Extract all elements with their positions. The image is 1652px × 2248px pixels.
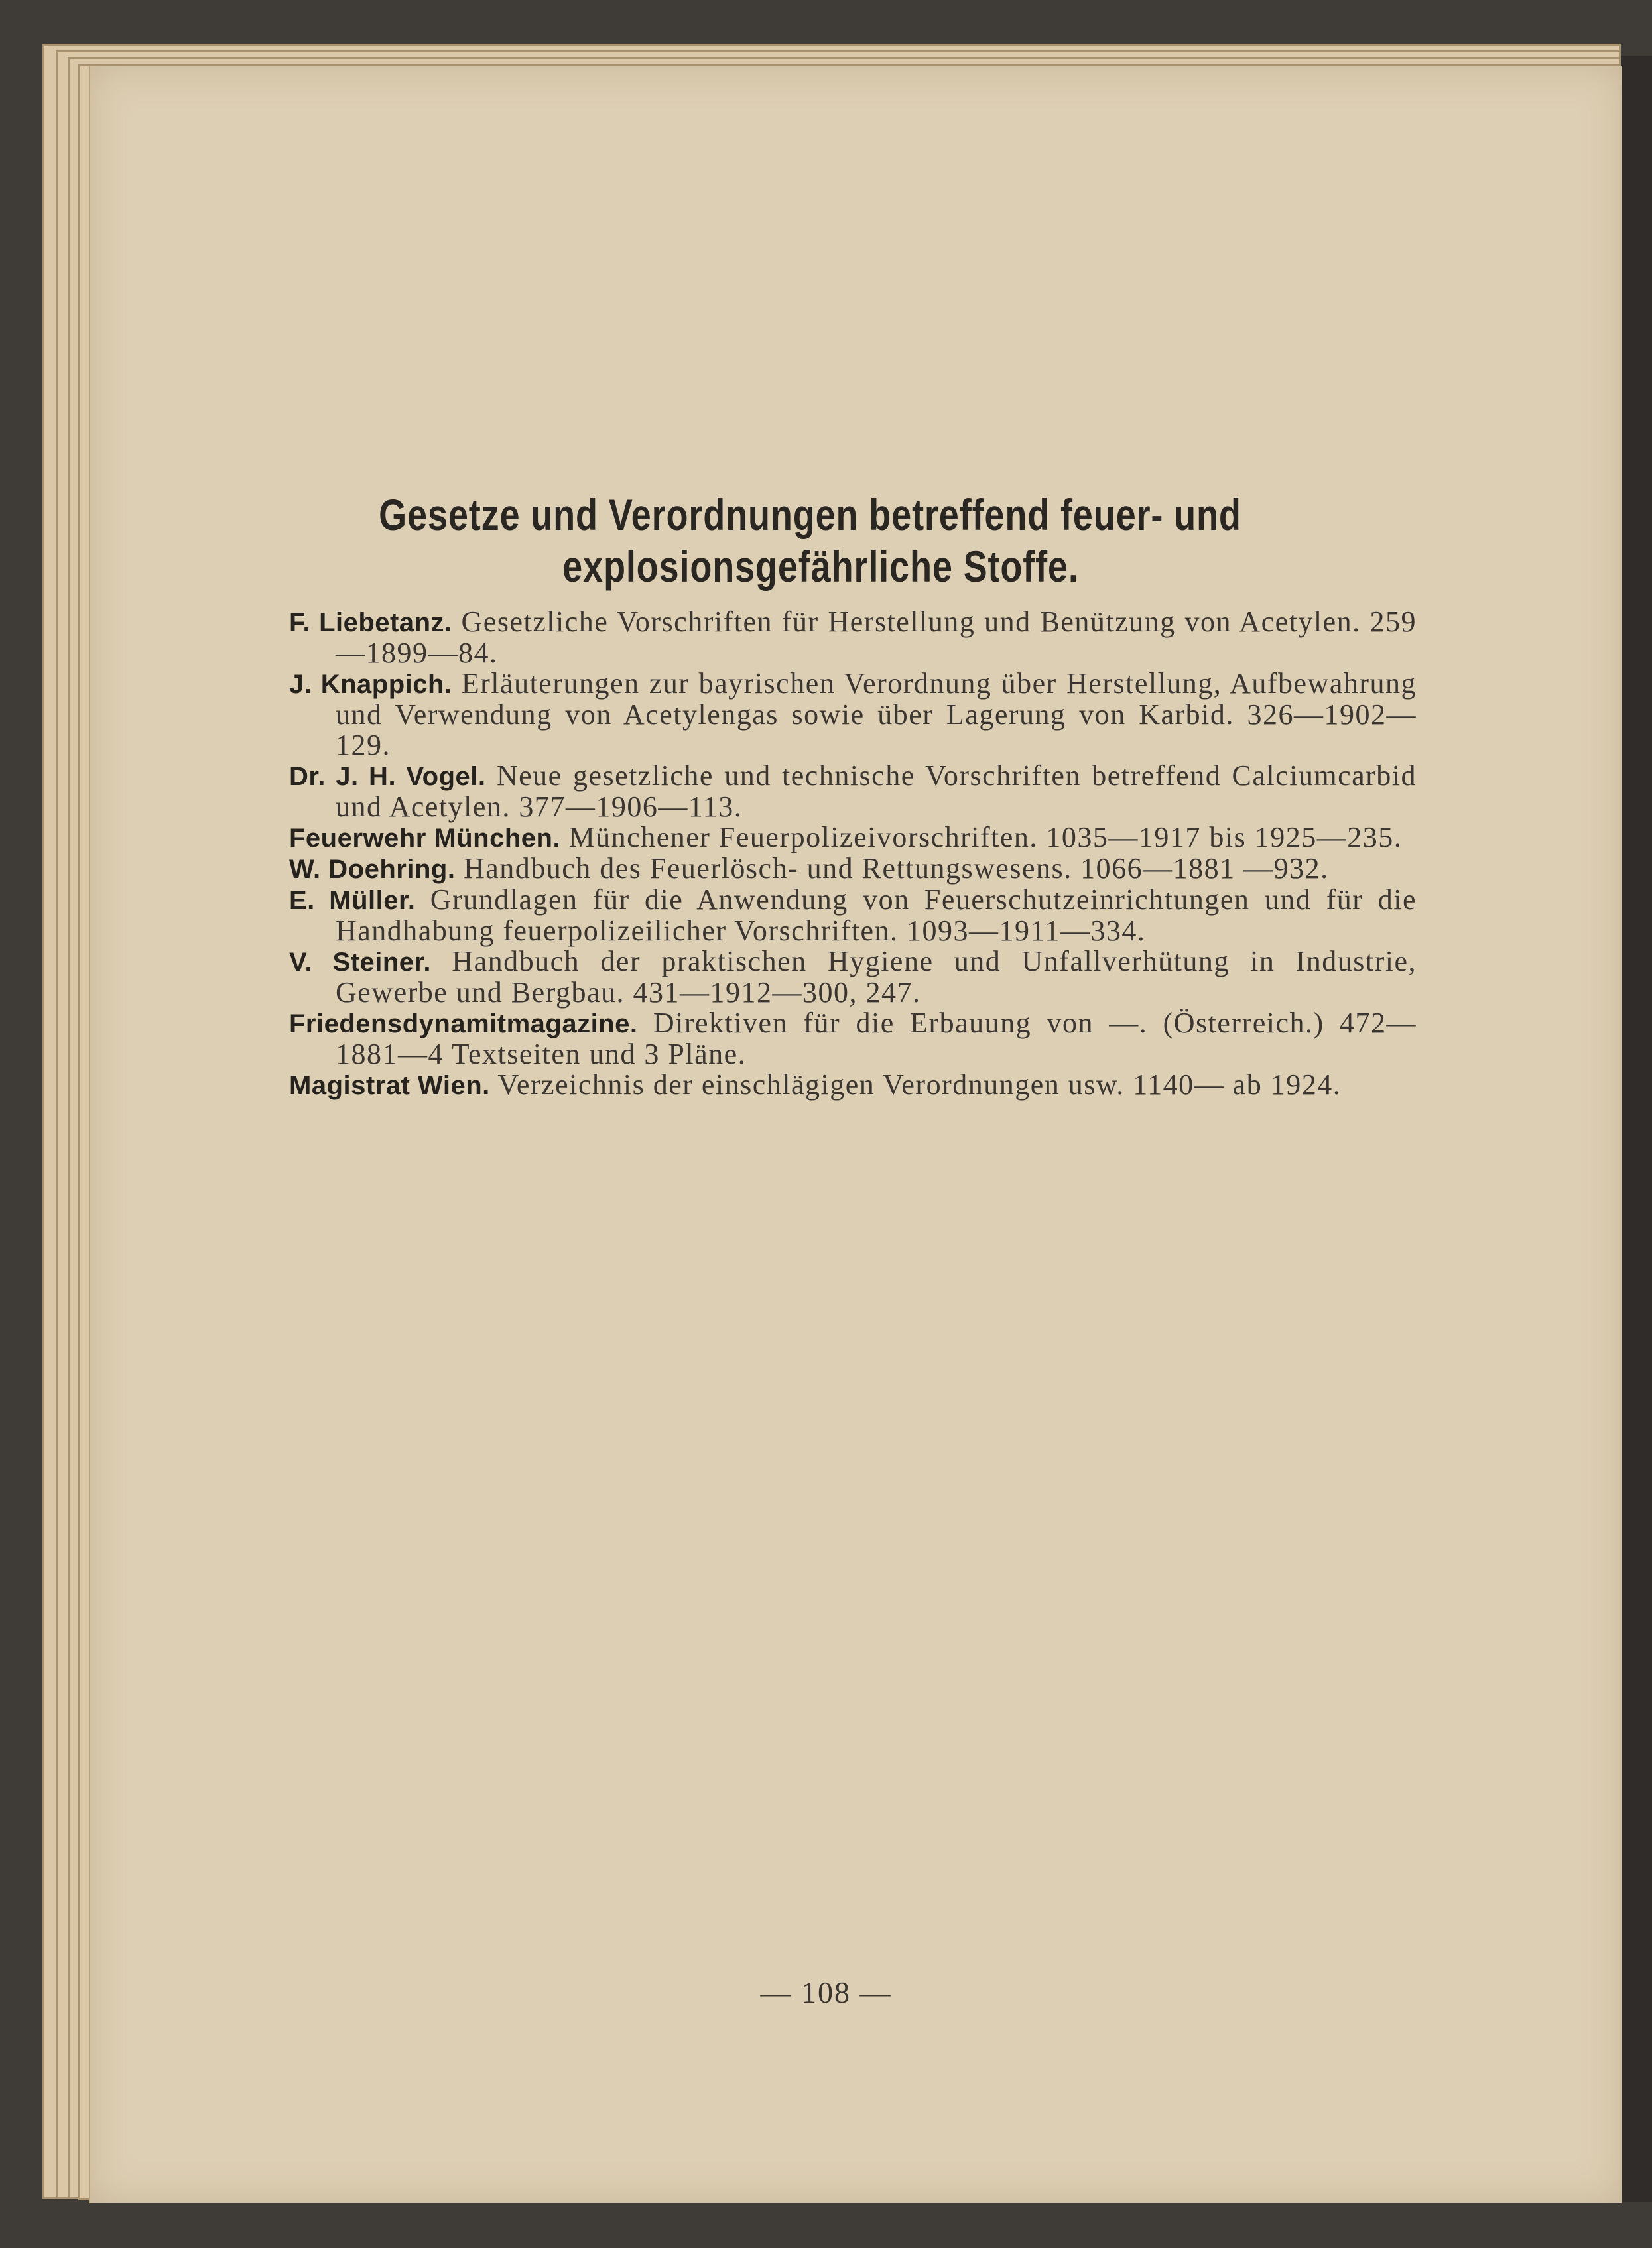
- entry-text: Verzeichnis der einschlägigen Verordnungen usw. 1140— ab 1924.: [497, 1068, 1342, 1101]
- entry-author: Magistrat Wien.: [289, 1071, 490, 1100]
- page-number: — 108 —: [760, 1975, 892, 2009]
- entry-author: Feuerwehr München.: [289, 824, 561, 853]
- entry-text: Direktiven für die Erbauung von —. (Österreich.) 472—1881—4 Textseiten und 3 Pläne.: [336, 1007, 1417, 1070]
- bibliography-entry: [289, 885, 1417, 946]
- bibliography-entry: [289, 607, 1417, 668]
- book-cover-edge: [1621, 56, 1652, 2202]
- entry-author: J. Knappich.: [289, 670, 452, 699]
- entry-text: Erläuterungen zur bayrischen Verordnung über Herstellung, Aufbewahrung und Verwendung von Acetylengas sowie über Lagerung von Karbid. 326—1902—129.: [336, 667, 1417, 761]
- entry-text: Grundlagen für die Anwendung von Feuerschutzeinrichtungen und für die Handhabung feuerpolizeilicher Vorschriften. 1093—1911—334.: [336, 883, 1417, 947]
- bibliography-entry: [289, 822, 1417, 853]
- entry-author: V. Steiner.: [289, 948, 432, 977]
- book-page: [89, 66, 1622, 2203]
- entry-author: F. Liebetanz.: [289, 608, 452, 637]
- entry-text: Handbuch des Feuerlösch- und Rettungswesens. 1066—1881 —932.: [463, 852, 1329, 885]
- entry-author: E. Müller.: [289, 886, 416, 915]
- entry-author: Dr. J. H. Vogel.: [289, 762, 486, 791]
- bibliography-entry: [289, 1008, 1417, 1070]
- bibliography-entry: [289, 761, 1417, 822]
- bibliography-entry: [289, 668, 1417, 761]
- bibliography-entry: [289, 1070, 1417, 1101]
- entry-text: Neue gesetzliche und technische Vorschriften betreffend Calciumcarbid und Acetylen. 377—1906—113.: [336, 759, 1417, 823]
- bibliography-list: [289, 607, 1417, 1101]
- entry-text: Gesetzliche Vorschriften für Herstellung und Benützung von Acetylen. 259—1899—84.: [336, 605, 1417, 669]
- section-heading-line-2: explosionsgefährliche Stoffe.: [562, 542, 1079, 591]
- entry-author: Friedensdynamitmagazine.: [289, 1009, 638, 1038]
- bibliography-entry: [289, 853, 1417, 885]
- entry-author: W. Doehring.: [289, 855, 456, 884]
- entry-text: Münchener Feuerpolizeivorschriften. 1035—1917 bis 1925—235.: [568, 821, 1403, 853]
- bibliography-entry: [289, 946, 1417, 1008]
- entry-text: Handbuch der praktischen Hygiene und Unfallverhütung in Industrie, Gewerbe und Bergbau. 431—1912—300, 247.: [336, 945, 1417, 1009]
- section-heading-line-1: Gesetze und Verordnungen betreffend feuer- und: [379, 490, 1241, 539]
